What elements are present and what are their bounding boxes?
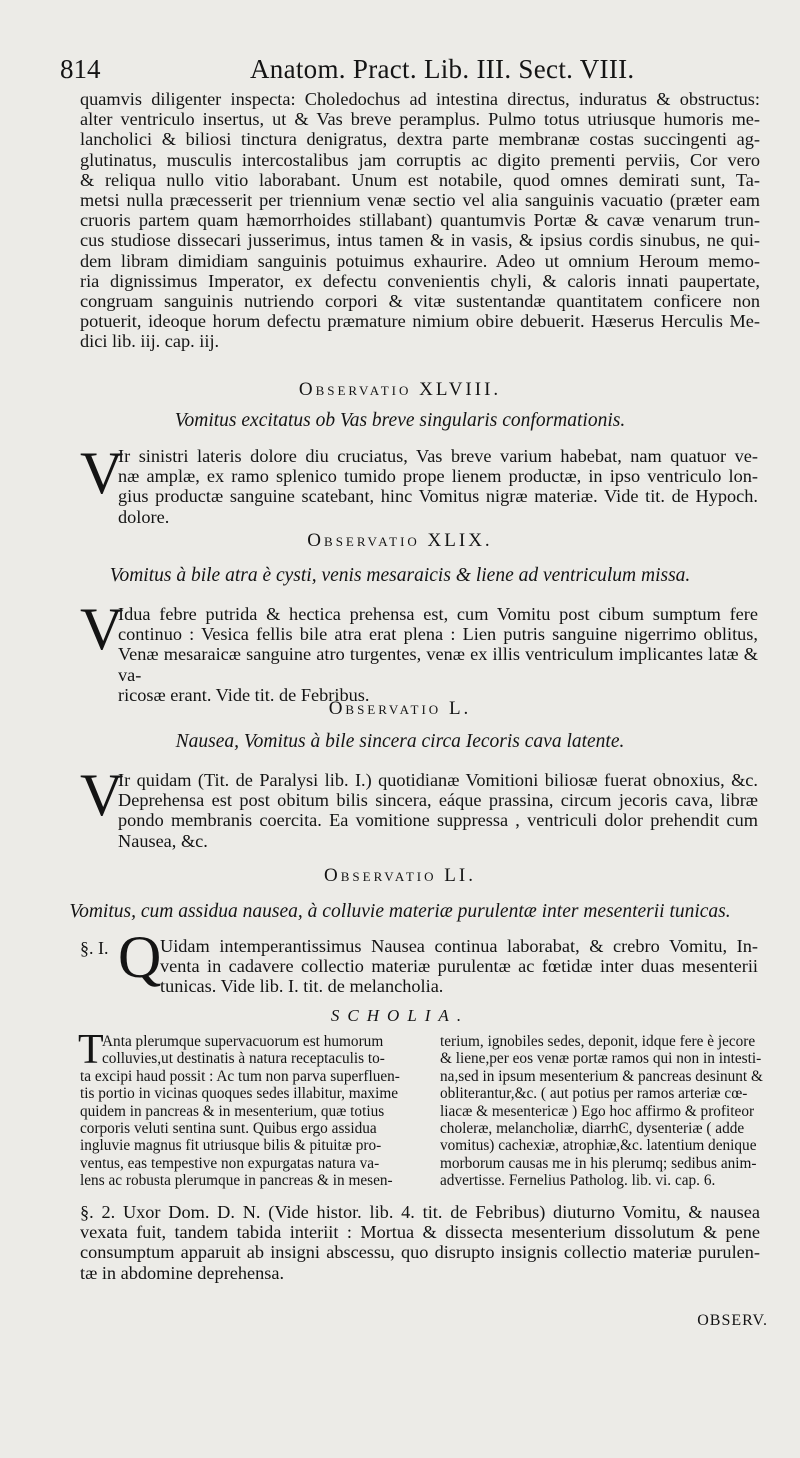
scholia-line: advertisse. Fernelius Patholog. lib. vi. cap. 6. xyxy=(440,1172,716,1190)
obs51-section-mark: §. I. xyxy=(80,938,109,958)
obs50-heading: Observatio L. xyxy=(328,698,472,719)
section2-paragraph xyxy=(80,1202,760,1283)
scholia-left-column xyxy=(80,1033,425,1190)
text-line: Ir sinistri lateris dolore diu cruciatus, Vas breve varium habebat, nam quatuor ve- xyxy=(118,446,758,466)
scholia-line: morborum causas me in his plerumq; sedibus anim- xyxy=(440,1154,757,1172)
text-line: Venæ mesaraicæ sanguine atro turgentes, venæ ex illis ventriculum implicantes latæ & va- xyxy=(118,644,758,685)
page-header xyxy=(60,52,700,86)
scholia-heading: SCHOLIA. xyxy=(330,1006,470,1025)
text-line: quamvis diligenter inspecta: Choledochus ad intestina directus, induratus & obstructus: xyxy=(80,89,760,109)
text-line: congruam sanguinis nutriendo corpori & vitæ sustentandæ quantitatem conficere non xyxy=(80,291,760,312)
scholia-line: colluvies,ut destinatis à natura receptaculis to- xyxy=(102,1050,385,1068)
text-line: metsi nulla præcesserit per triennium venæ sectio vel alia sanguinis vacuatio (præter eam xyxy=(80,190,760,211)
obs50-body xyxy=(118,770,758,851)
text-line: Deprehensa est post obitum bilis sincera, eáque prassina, circum jecoris cava, libræ xyxy=(118,790,758,811)
text-line: continuo : Vesica fellis bile atra erat plena : Lien putris sanguine nigerrimo oblitus, xyxy=(118,624,758,645)
text-line: vexata fuit, tandem tabida interiit : Mortua & dissecta mesenterium dissolutum & pene xyxy=(80,1222,760,1243)
text-line: ricosæ erant. Vide tit. de Febribus. xyxy=(118,684,370,705)
obs48-title: Vomitus excitatus ob Vas breve singularis conformationis. xyxy=(174,410,626,431)
text-line: consumptum apparuit ab insigni abscessu, quo disrupto insignis collectio materiæ purulen- xyxy=(80,1242,760,1263)
obs49-initial: V xyxy=(80,596,124,662)
obs51-body xyxy=(160,936,758,997)
text-line: alter ventriculo insertus, ut & Vas breve peramplus. Pulmo totus utriusque humoris me- xyxy=(80,109,760,130)
obs49-heading: Observatio XLIX. xyxy=(307,530,493,551)
scholia-line: quidem in pancreas & in mesenterium, quæ totius xyxy=(80,1102,385,1120)
scholia-line: tis portio in vicinas quoques sedes illabitur, maxime xyxy=(80,1085,399,1103)
text-line: dem libram dimidiam sanguinis potuimus exhaurire. Adeo ut omnium Heroum memo- xyxy=(80,250,760,271)
obs48-body xyxy=(118,446,758,527)
text-line: Uidam intemperantissimus Nausea continua laborabat, & crebro Vomitu, In- xyxy=(160,936,758,956)
text-line: Idua febre putrida & hectica prehensa est, cum Vomitu post cibum sumptum fere xyxy=(118,604,758,624)
text-line: ria dignissimus Imperator, ex defectu convenientis chyli, & caloris innati paupertate, xyxy=(80,270,760,291)
text-line: gius productæ sanguine scatebant, hinc Vomitus nigræ materiæ. Vide tit. de Hypoch. dolore. xyxy=(118,486,758,527)
text-line: næ amplæ, ex ramo splenico tumido prope lienem productæ, in ipso ventriculo lon- xyxy=(118,466,758,487)
running-head: Anatom. Pract. Lib. III. Sect. VIII. xyxy=(250,54,635,84)
catchword: OBSERV. xyxy=(697,1312,768,1329)
text-line: tæ in abdomine deprehensa. xyxy=(80,1262,285,1283)
scholia-right-column xyxy=(440,1033,775,1190)
obs48-heading: Observatio XLVIII. xyxy=(298,379,502,400)
text-line: Ir quidam (Tit. de Paralysi lib. I.) quotidianæ Vomitioni biliosæ fuerat obnoxius, &c. xyxy=(118,770,758,790)
text-line: & reliqua nullo vitio laborabant. Unum est notabile, quod omnes demirati sunt, Ta- xyxy=(80,169,760,190)
scholia-line: terium, ignobiles sedes, deponit, idque fere è jecore xyxy=(440,1033,756,1050)
intro-paragraph xyxy=(80,89,760,352)
scholia-line: lens ac robusta plerumque in pancreas & in mesen- xyxy=(80,1172,393,1190)
text-line: cus studiose dissecari jusserimus, intus tamen & in vasis, & ipsius cordis sinubus, ne qui- xyxy=(80,230,760,251)
scholia-line: vomitus) cachexiæ, atrophiæ,&c. latentium denique xyxy=(440,1137,757,1155)
scholia-line: choleræ, melancholiæ, diarrhϾ, dysenteriæ ( adde xyxy=(440,1120,745,1138)
text-line: Nausea, &c. xyxy=(118,830,208,851)
obs51-title: Vomitus, cum assidua nausea, à colluvie materiæ purulentæ inter mesenterii tunicas. xyxy=(69,901,731,922)
obs51-heading: Observatio LI. xyxy=(324,865,476,886)
text-line: pondo membranis coercita. Ea vomitione suppressa , ventriculi dolor prehendit cum xyxy=(118,810,758,831)
scholia-line: corporis veluti sentina sunt. Quibus ergo assidua xyxy=(80,1120,377,1138)
obs49-body xyxy=(118,604,758,705)
scholia-line: ventus, eas tempestive non expurgatas natura va- xyxy=(80,1154,380,1172)
text-line: potuerit, ideoque horum defectu præmature nimium obire debuerit. Hæserus Herculis Me- xyxy=(80,311,760,332)
text-line: venta in cadavere collectio materiæ purulentæ ac fœtidæ inter duas mesenterii xyxy=(160,956,758,977)
text-line: tunicas. Vide lib. I. tit. de melancholia. xyxy=(160,976,444,997)
obs51-initial: Q xyxy=(118,924,162,990)
text-line: dici lib. iij. cap. iij. xyxy=(80,331,220,352)
scholia-line: liacæ & mesentericæ ) Ego hoc affirmo & profiteor xyxy=(440,1102,755,1120)
text-line: §. 2. Uxor Dom. D. N. (Vide histor. lib. 4. tit. de Febribus) diuturno Vomitu, & nausea xyxy=(80,1202,760,1222)
page-number: 814 xyxy=(60,54,101,84)
text-line: cruoris partem quam hæmorrhoides stillabant) quantumvis Portæ & cavæ venarum trun- xyxy=(80,210,760,231)
scholia-line: Anta plerumque supervacuorum est humorum xyxy=(102,1033,384,1050)
scholia-line: & liene,per eos venæ portæ ramos qui non in intesti- xyxy=(440,1050,762,1068)
scholia-line: obliterantur,&c. ( aut potius per ramos arteriæ cœ- xyxy=(440,1085,748,1103)
scholia-initial: T xyxy=(78,1027,104,1073)
text-line: lancholici & biliosi tinctura denigratus, dextra parte membranæ costas succingenti ag- xyxy=(80,129,760,150)
obs50-initial: V xyxy=(80,762,124,828)
obs50-title: Nausea, Vomitus à bile sincera circa Iecoris cava latente. xyxy=(175,731,625,752)
obs49-title: Vomitus à bile atra è cysti, venis mesaraicis & liene ad ventriculum missa. xyxy=(109,565,691,586)
scholia-line: ingluvie magnus fit utriusque bilis & pituitæ pro- xyxy=(80,1137,382,1155)
obs48-initial: V xyxy=(80,440,124,506)
scholia-line: na,sed in ipsum mesenterium & pancreas desinunt & xyxy=(440,1067,763,1085)
scholia-line: ta excipi haud possit : Ac tum non parva superfluen- xyxy=(80,1067,400,1085)
text-line: glutinatus, musculis intercostalibus jam corruptis ac digito prementi perviis, Cor vero xyxy=(80,149,760,170)
